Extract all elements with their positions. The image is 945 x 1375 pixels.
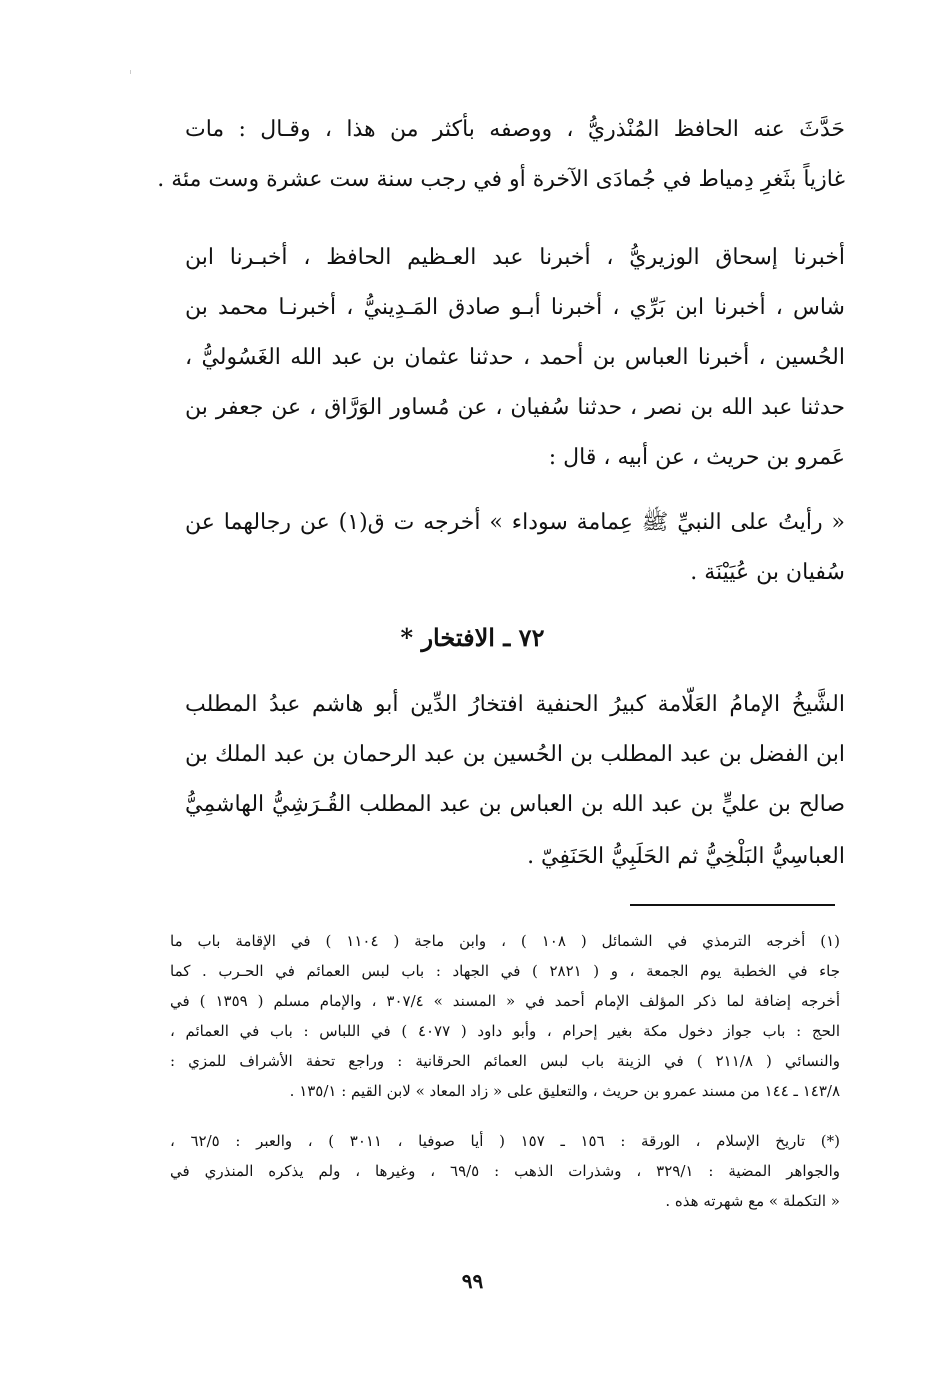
paragraph-2-line: الحُسين ، أخبرنا العباس بن أحمد ، حدثنا عثمان بن عبد الله الغَسُوليُّ ،: [185, 345, 845, 370]
paragraph-1-line: غازياً بثَغرِ دِمياط في جُمادَى الآخرة أو في رجب سنة ست عشرة وست مئة .: [157, 167, 845, 192]
footnote-line: « التكملة » مع شهرته هذه .: [665, 1192, 840, 1210]
paragraph-3-line: ابن الفضل بن عبد المطلب بن الحُسين بن عبد الرحمان بن عبد الملك بن: [185, 742, 845, 767]
footnote-line: الحج : باب جواز دخول مكة بغير إحرام ، وأبو داود ( ٤٠٧٧ ) في اللباس : باب في العمائم ،: [170, 1022, 840, 1040]
paragraph-3-line: صالح بن عليٍّ بن عبد الله بن العباس بن عبد المطلب القُـرَشِيُّ الهاشمِيُّ: [185, 792, 845, 817]
paragraph-3-line: العباسِيُّ البَلْخِيُّ ثم الحَلَبِيُّ الحَنَفِيّ .: [527, 844, 845, 869]
hadith-line: سُفيان بن عُيَيْنَة .: [690, 560, 845, 585]
paragraph-1-line: حَدَّثَ عنه الحافظ المُنْذريُّ ، ووصفه بأكثر من هذا ، وقـال : مات: [185, 117, 845, 142]
paragraph-2-line: عَمرو بن حريث ، عن أبيه ، قال :: [548, 445, 845, 470]
page-number: ٩٩: [461, 1269, 484, 1293]
footnote-line: جاء في الخطبة يوم الجمعة ، و ( ٢٨٢١ ) في الجهاد : باب لبس العمائم في الحـرب . كما: [170, 962, 841, 980]
footnote-separator: [630, 904, 835, 906]
footnote-line: والجواهر المضية : ٣٢٩/١ ، وشذرات الذهب : ٦٩/٥ ، وغيرها ، ولم يذكره المنذري في: [170, 1162, 840, 1180]
footnote-line: (*) تاريخ الإسلام ، الورقة : ١٥٦ ـ ١٥٧ ( أيا صوفيا ، ٣٠١١ ) ، والعبر : ٦٢/٥ ،: [170, 1132, 841, 1150]
paragraph-3-line: الشَّيخُ الإمامُ العَلّامة كبيرُ الحنفية افتخارُ الدِّين أبو هاشم عبدُ المطلب: [185, 692, 845, 717]
paragraph-2-line: حدثنا عبد الله بن نصر ، حدثنا سُفيان ، عن مُساور الوَرَّاق ، عن جعفر بن: [185, 395, 845, 420]
footnote-line: (١) أخرجه الترمذي في الشمائل ( ١٠٨ ) ، وابن ماجة ( ١١٠٤ ) في الإقامة باب ما: [170, 932, 840, 950]
paragraph-2-line: أخبرنا إسحاق الوزيريُّ ، أخبرنا عبد العـظيم الحافظ ، أخبـرنا ابن: [185, 245, 845, 270]
section-heading: ٧٢ ـ الافتخار *: [400, 623, 545, 652]
footnote-line: ١٤٣/٨ ـ ١٤٤ من مسند عمرو بن حريث ، والتعليق على « زاد المعاد » لابن القيم : ١٣٥/١ .: [289, 1082, 840, 1100]
footnote-line: والنسائي ( ٢١١/٨ ) في الزينة باب لبس العمائم الحرقانية : وراجع تحفة الأشراف للمزي :: [170, 1052, 840, 1070]
footnote-line: أخرجه إضافة لما ذكر المؤلف الإمام أحمد في « المسند » ٣٠٧/٤ ، والإمام مسلم ( ١٣٥٩ ) في: [170, 992, 840, 1010]
hadith-line: « رأيتُ على النبيِّ ﷺ عِمامة سوداء » أخرجه ت ق(١) عن رجالهما عن: [185, 510, 845, 535]
scan-mark: [130, 70, 131, 74]
paragraph-2-line: شاس ، أخبرنا ابن بَرِّي ، أخبرنا أبـو صادق المَـدِينيُّ ، أخبرنـا محمد بن: [185, 295, 845, 320]
